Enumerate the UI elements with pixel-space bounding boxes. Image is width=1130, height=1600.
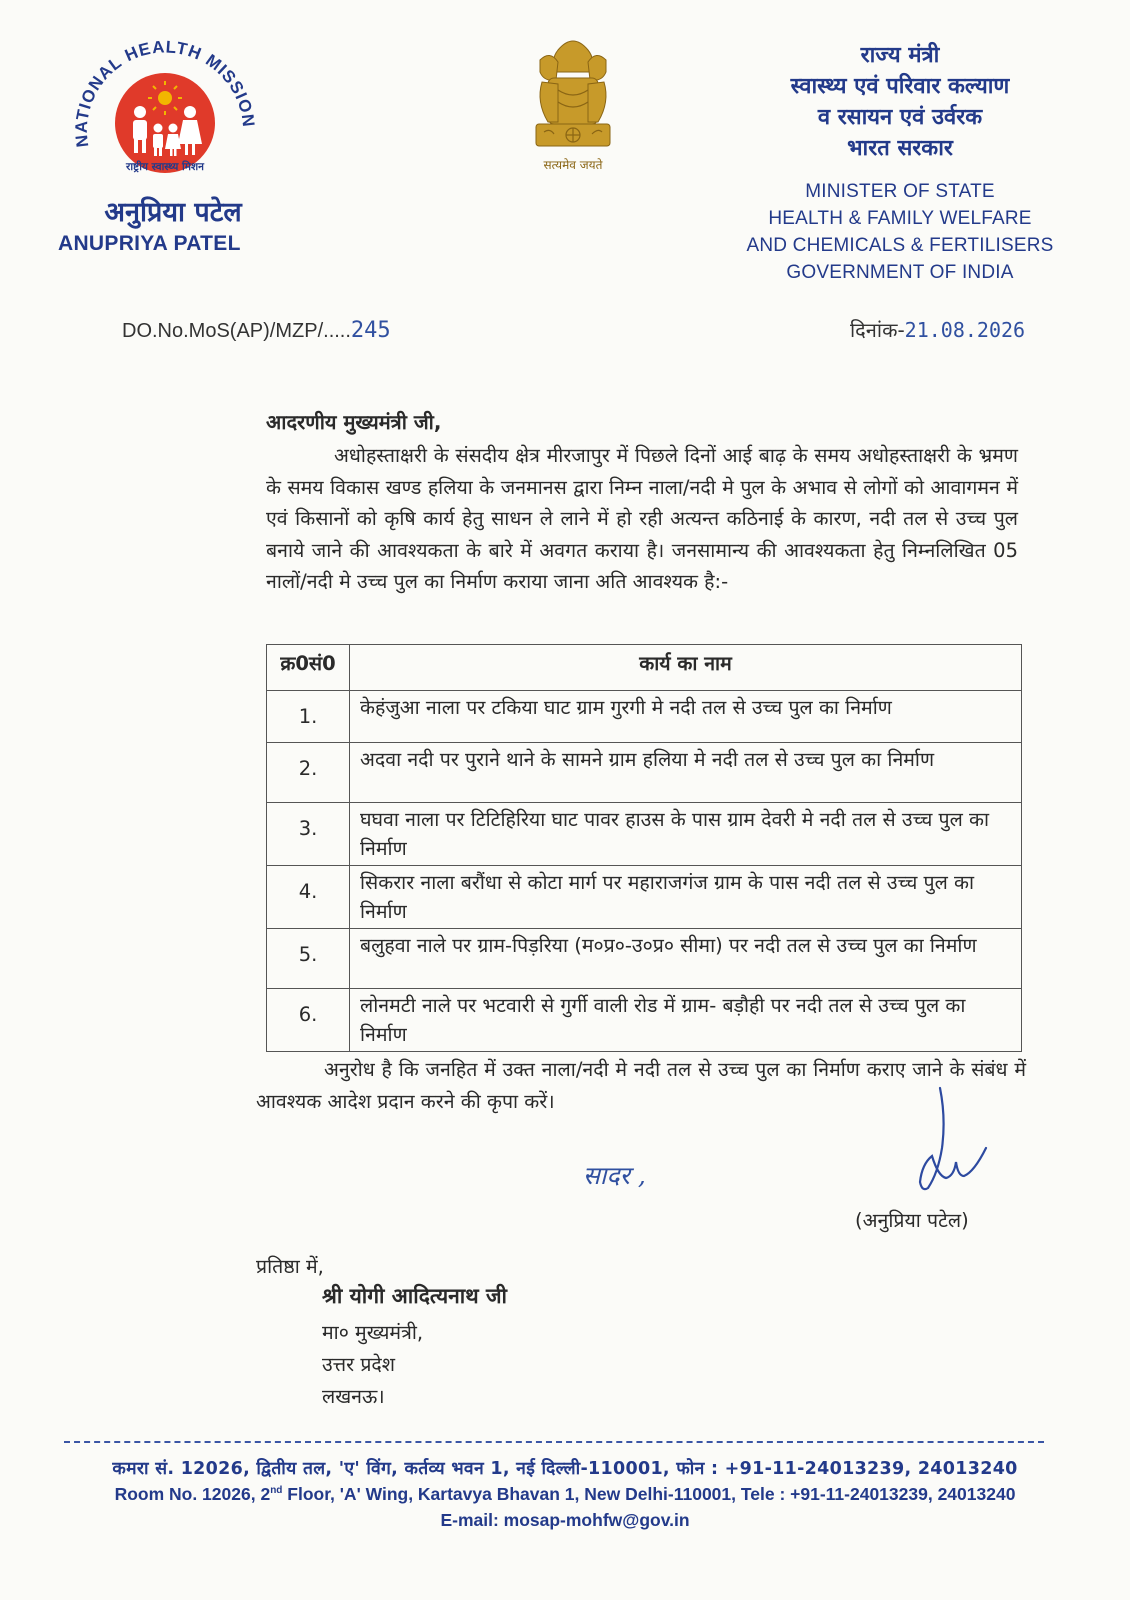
table-header-work: कार्य का नाम: [350, 645, 1022, 691]
row-serial: 2.: [267, 743, 350, 803]
footer-address-en-pre: Room No. 12026, 2: [114, 1484, 271, 1504]
table-row: [267, 743, 1022, 803]
footer-divider: [64, 1441, 1044, 1443]
row-serial: 6.: [267, 989, 350, 1052]
designation-hi-line: राज्य मंत्री: [860, 43, 940, 68]
logo-ring-text: NATIONAL HEALTH MISSION: [71, 38, 259, 149]
recipient-name: श्री योगी आदित्यनाथ जी: [322, 1284, 507, 1308]
designation-hi-line: भारत सरकार: [847, 136, 953, 161]
row-work: लोनमटी नाले पर भटवारी से गुर्गी वाली रोड में ग्राम- बड़ौही पर नदी तल से उच्च पुल का निर्माण: [350, 989, 1022, 1052]
footer-address-en-sup: nd: [270, 1485, 283, 1497]
signatory-name: (अनुप्रिया पटेल): [855, 1209, 969, 1232]
row-serial: 3.: [267, 803, 350, 866]
footer-address-hindi: कमरा सं. 12026, द्वितीय तल, 'ए' विंग, कर्तव्य भवन 1, नई दिल्ली-110001, फोन : +91-11-24013239, 24013240: [112, 1459, 1018, 1479]
reference-prefix: DO.No.MoS(AP)/MZP/.....: [122, 320, 351, 342]
row-work: अदवा नदी पर पुराने थाने के सामने ग्राम हलिया मे नदी तल से उच्च पुल का निर्माण: [350, 743, 1022, 803]
table-header-row: [267, 645, 1022, 691]
salutation: आदरणीय मुख्यमंत्री जी,: [266, 410, 442, 434]
recipient-title: मा० मुख्यमंत्री,: [322, 1321, 424, 1344]
sender-name-english: ANUPRIYA PATEL: [58, 232, 241, 255]
logo-caption: राष्ट्रीय स्वास्थ्य मिशन: [126, 161, 204, 173]
works-table: [266, 644, 1022, 1052]
body-paragraph-1: अधोहस्ताक्षरी के संसदीय क्षेत्र मीरजापुर में पिछले दिनों आई बाढ़ के समय अधोहस्ताक्षरी के भ्रमण के समय विकास खण्ड हलिया के जनमानस द्वारा निम्न नाला/नदी मे पुल के अभाव से लोगों को आवागमन में एवं किसानों को कृषि कार्य हेतु साधन ले लाने में हो रही अत्यन्त कठिनाई के कारण, नदी तल से उच्च पुल बनाये जाने की आवश्यकता के बारे में अवगत कराया है। जनसामान्य की आवश्यकता हेतु निम्नलिखित 05 नालों/नदी मे उच्च पुल का निर्माण कराया जाना अति आवश्यक है:-: [266, 444, 1018, 593]
date-label: दिनांक-: [850, 318, 905, 342]
row-work: सिकरार नाला बरौंधा से कोटा मार्ग पर महाराजगंज ग्राम के पास नदी तल से उच्च पुल का निर्माण: [350, 866, 1022, 929]
table-row: [267, 929, 1022, 989]
footer-address-english: [40, 1484, 1090, 1505]
national-emblem: [518, 30, 628, 180]
footer-email[interactable]: E-mail: mosap-mohfw@gov.in: [440, 1510, 690, 1530]
designation-en-line: GOVERNMENT OF INDIA: [786, 262, 1014, 283]
letter-date: [850, 316, 1025, 343]
table-header-serial: क्र0सं0: [267, 645, 350, 691]
table-row: [267, 803, 1022, 866]
designation-en-line: MINISTER OF STATE: [805, 181, 995, 202]
body-paragraph-2: अनुरोध है कि जनहित में उक्त नाला/नदी मे नदी तल से उच्च पुल का निर्माण कराए जाने के संबंध में आवश्यक आदेश प्रदान करने की कृपा करें।: [256, 1058, 1026, 1113]
row-serial: 4.: [267, 866, 350, 929]
row-serial: 1.: [267, 691, 350, 743]
designation-en-line: HEALTH & FAMILY WELFARE: [768, 208, 1032, 229]
table-row: [267, 989, 1022, 1052]
date-value: 21.08.2026: [904, 318, 1026, 342]
designation-block: [720, 40, 1080, 286]
sender-name-hindi: अनुप्रिया पटेल: [104, 197, 242, 228]
recipient-city: लखनऊ।: [322, 1385, 385, 1408]
designation-hi-line: व रसायन एवं उर्वरक: [817, 105, 983, 130]
recipient-label: प्रतिष्ठा में,: [256, 1255, 324, 1278]
closing-handwritten: सादर ,: [583, 1161, 646, 1190]
recipient-state: उत्तर प्रदेश: [322, 1353, 396, 1376]
designation-en-line: AND CHEMICALS & FERTILISERS: [746, 235, 1054, 256]
signature: [890, 1080, 1000, 1210]
table-row: [267, 866, 1022, 929]
designation-hi-line: स्वास्थ्य एवं परिवार कल्याण: [790, 74, 1010, 99]
row-work: केहंजुआ नाला पर टकिया घाट ग्राम गुरगी मे नदी तल से उच्च पुल का निर्माण: [350, 691, 1022, 743]
table-row: [267, 691, 1022, 743]
row-serial: 5.: [267, 929, 350, 989]
reference-number: [122, 318, 391, 343]
reference-handwritten-number: 245: [350, 318, 391, 343]
emblem-motto: सत्यमेव जयते: [543, 158, 603, 172]
row-work: घघवा नाला पर टिटिहिरिया घाट पावर हाउस के पास ग्राम देवरी मे नदी तल से उच्च पुल का निर्माण: [350, 803, 1022, 866]
footer-address-en-post: Floor, 'A' Wing, Kartavya Bhavan 1, New Delhi-110001, Tele : +91-11-24013239, 24013240: [282, 1484, 1016, 1504]
nhm-logo: [70, 38, 260, 198]
row-work: बलुहवा नाले पर ग्राम-पिड़रिया (म०प्र०-उ०प्र० सीमा) पर नदी तल से उच्च पुल का निर्माण: [350, 929, 1022, 989]
